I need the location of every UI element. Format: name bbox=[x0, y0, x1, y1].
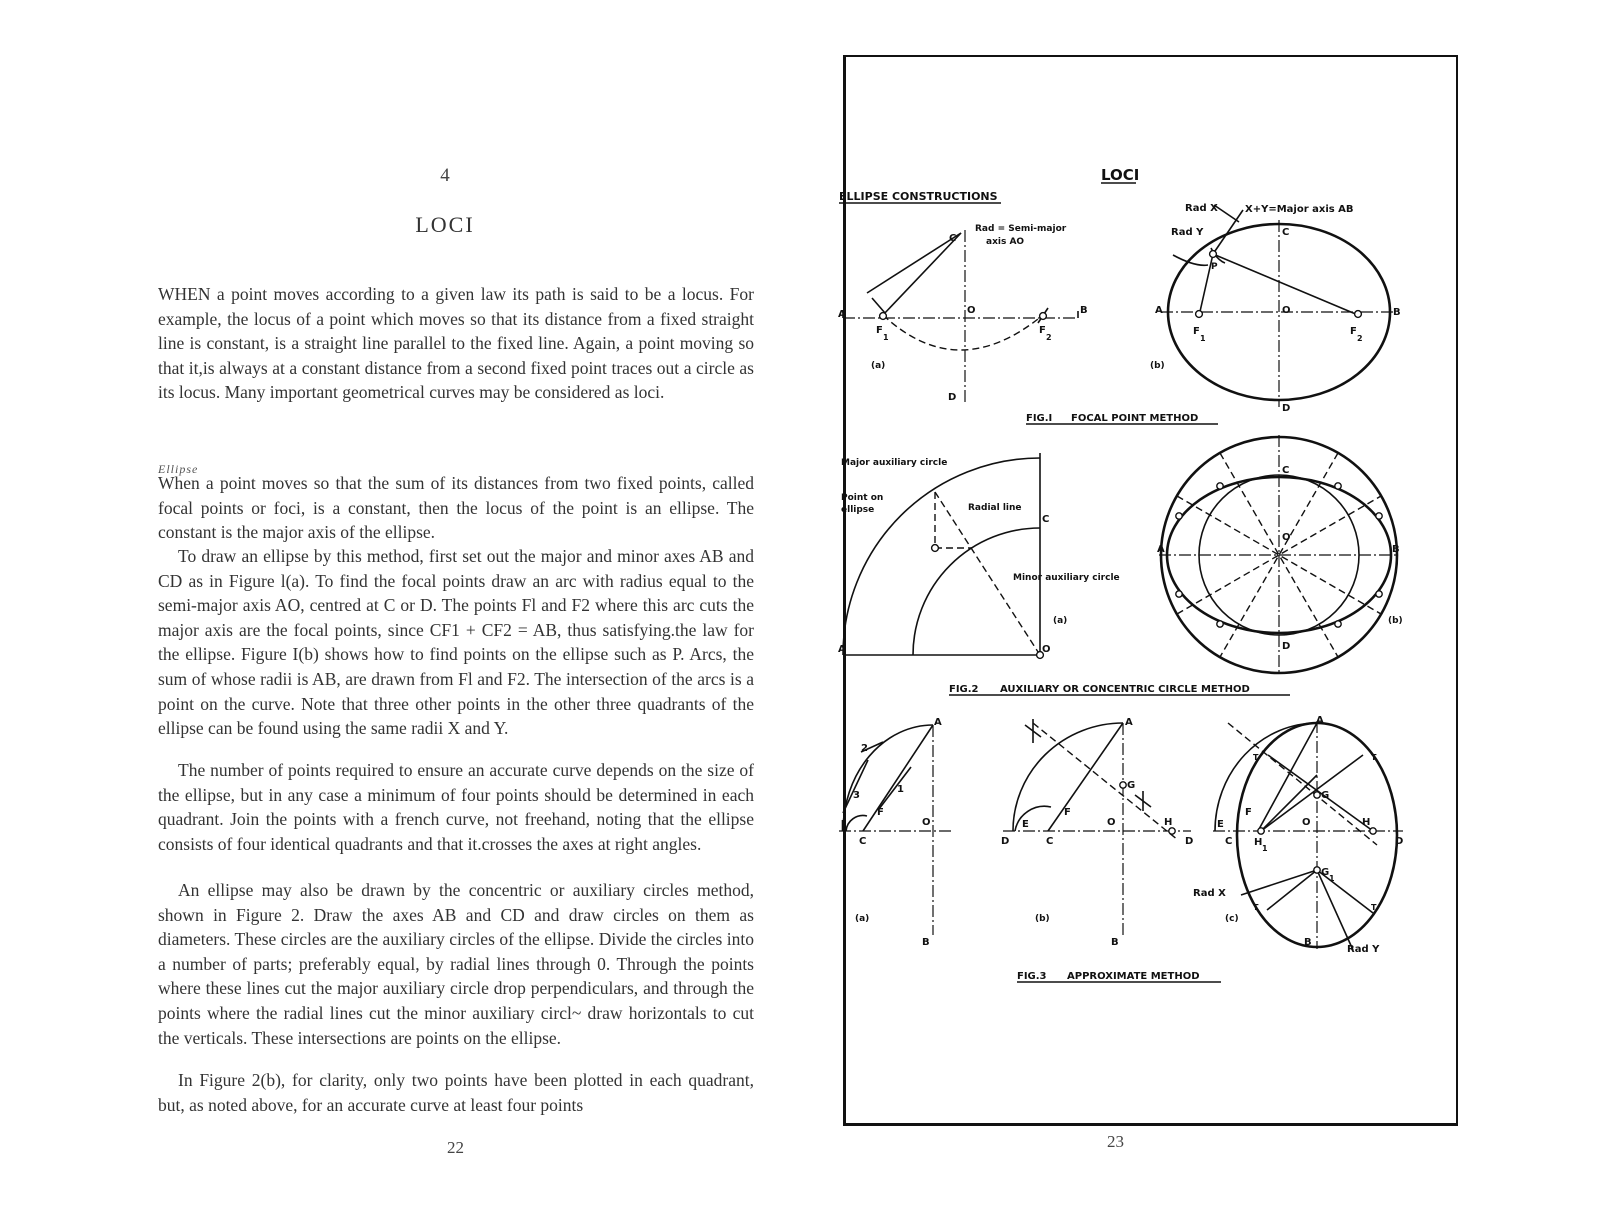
svg-text:H: H bbox=[1362, 817, 1371, 828]
svg-text:O: O bbox=[1302, 817, 1311, 828]
svg-text:B: B bbox=[1392, 544, 1400, 555]
fig3c-rad-x: Rad X bbox=[1193, 888, 1226, 899]
svg-text:Radial line: Radial line bbox=[968, 503, 1022, 513]
svg-text:3: 3 bbox=[853, 790, 860, 801]
section-heading: Ellipse bbox=[158, 462, 199, 476]
svg-text:G: G bbox=[1127, 780, 1136, 791]
svg-text:A: A bbox=[934, 717, 942, 728]
svg-text:G: G bbox=[1321, 867, 1330, 878]
svg-text:A: A bbox=[1316, 715, 1324, 726]
fig1b-label: (b) bbox=[1150, 361, 1165, 371]
svg-text:B: B bbox=[1304, 937, 1312, 948]
svg-text:1: 1 bbox=[1200, 334, 1206, 343]
svg-text:A: A bbox=[838, 644, 846, 655]
svg-text:H: H bbox=[1164, 817, 1173, 828]
svg-text:F: F bbox=[1193, 326, 1200, 337]
svg-text:O: O bbox=[967, 305, 976, 316]
fig2b-label: (b) bbox=[1388, 616, 1403, 626]
svg-text:1: 1 bbox=[1329, 874, 1335, 883]
svg-text:A: A bbox=[1155, 305, 1163, 316]
svg-text:2: 2 bbox=[861, 743, 868, 754]
fig3a-label: (a) bbox=[855, 914, 870, 924]
svg-text:2: 2 bbox=[1046, 333, 1052, 342]
svg-text:ellipse: ellipse bbox=[841, 505, 875, 515]
svg-text:F: F bbox=[1350, 326, 1357, 337]
fig1b-diagram bbox=[1161, 210, 1395, 407]
ellipse-paragraph-5: In Figure 2(b), for clarity, only two points have been plotted in each quadrant, but, as noted above, for an accurate curve at least four points bbox=[158, 1070, 754, 1115]
svg-text:C: C bbox=[1042, 514, 1050, 525]
svg-text:E: E bbox=[1022, 819, 1029, 830]
fig3b-label: (b) bbox=[1035, 914, 1050, 924]
ellipse-paragraph-1: When a point moves so that the sum of its distances from two fixed points, called focal points or foci, is a constant, then the locus of the point is an ellipse. The constant is the major axis of the ellipse. bbox=[158, 473, 754, 543]
svg-text:Rad Y: Rad Y bbox=[1171, 227, 1204, 238]
svg-text:T: T bbox=[1253, 903, 1259, 912]
fig1-caption-num: FIG.I bbox=[1026, 413, 1053, 424]
svg-text:G: G bbox=[1321, 790, 1330, 801]
svg-text:F: F bbox=[1064, 807, 1071, 818]
ellipse-paragraph-2: To draw an ellipse by this method, first set out the major and minor axes AB and CD as in Figure l(a). To find the focal points draw an arc with radius equal to the semi-major axis AO, centred at C or D. The points Fl and F2 where this arc cuts the major axis are the focal points, since CF1 + CF2 = AB, thus satisfying.the law for the ellipse. Figure I(b) shows how to find points on the ellipse such as P. Arcs, the sum of whose radii is AB, are drawn from Fl and F2. The intersection of the arcs is a point on the curve. Note that three other points in the other three quadrants of the ellipse can be found using the same radii X and Y. bbox=[158, 546, 754, 739]
chapter-number: 4 bbox=[440, 165, 450, 186]
svg-text:D: D bbox=[1282, 641, 1291, 652]
fig3c-rad-y: Rad Y bbox=[1347, 944, 1380, 955]
svg-text:1: 1 bbox=[1262, 844, 1268, 853]
fig2b-diagram bbox=[1159, 435, 1399, 675]
fig2-caption-num: FIG.2 bbox=[949, 684, 979, 695]
svg-text:B: B bbox=[922, 937, 930, 948]
fig3c-label: (c) bbox=[1225, 914, 1239, 924]
figure-title: LOCI bbox=[1101, 166, 1140, 184]
svg-text:A: A bbox=[838, 309, 846, 320]
svg-text:P: P bbox=[1211, 262, 1218, 272]
svg-text:D: D bbox=[1282, 403, 1291, 414]
ellipse-paragraph-4: An ellipse may also be drawn by the concentric or auxiliary circles method, shown in Figure 2. Draw the axes AB and CD and draw circles on them as diameters. These circles are the auxiliary circles of the ellipse. Divide the circles into a number of parts; preferably equal, by radial lines through 0. Through the points where these lines cut the major auxiliary circle drop perpendiculars, and through the points where the radial lines cut the minor auxiliary circl~ draw horizontals to cut the verticals. These intersections are points on the ellipse. bbox=[158, 880, 754, 1048]
svg-text:O: O bbox=[1282, 305, 1291, 316]
svg-text:Minor auxiliary circle: Minor auxiliary circle bbox=[1013, 573, 1120, 583]
svg-text:F: F bbox=[1039, 325, 1046, 336]
svg-text:B: B bbox=[1111, 937, 1119, 948]
svg-text:O: O bbox=[1282, 532, 1291, 543]
fig3b-diagram bbox=[1003, 719, 1194, 935]
fig1-caption: FOCAL POINT METHOD bbox=[1071, 413, 1199, 424]
ellipse-figures bbox=[838, 55, 1458, 1127]
svg-text:Rad X: Rad X bbox=[1185, 203, 1218, 214]
svg-text:F: F bbox=[877, 807, 884, 818]
svg-text:D: D bbox=[1395, 836, 1404, 847]
fig1a-rad-note: Rad = Semi-major bbox=[975, 224, 1067, 234]
svg-text:T: T bbox=[1371, 753, 1377, 762]
svg-text:D: D bbox=[1185, 836, 1194, 847]
svg-text:C: C bbox=[1282, 465, 1290, 476]
svg-text:E: E bbox=[1217, 819, 1224, 830]
svg-text:C: C bbox=[1046, 836, 1054, 847]
fig2a-diagram bbox=[843, 453, 1043, 658]
svg-text:D: D bbox=[1001, 836, 1010, 847]
svg-text:Point on: Point on bbox=[841, 493, 884, 503]
fig3-caption: APPROXIMATE METHOD bbox=[1067, 971, 1200, 982]
ellipse-paragraph-3: The number of points required to ensure an accurate curve depends on the size of the ellipse, but in any case a minimum of four points should be determined in each quadrant. Join the points with a french curve, not freehand, noting that the ellipse consists of four identical quadrants and that it.crosses the axes at right angles. bbox=[158, 760, 754, 854]
fig3a-diagram bbox=[839, 725, 953, 935]
figure-subtitle: ELLIPSE CONSTRUCTIONS bbox=[839, 190, 998, 203]
svg-text:D: D bbox=[948, 392, 957, 403]
svg-text:B: B bbox=[1393, 307, 1401, 318]
page-number-left: 22 bbox=[447, 1138, 464, 1157]
fig1a-diagram bbox=[843, 230, 1078, 405]
fig1a-rad-note-2: axis AO bbox=[986, 237, 1025, 247]
intro-paragraph: WHEN a point moves according to a given law its path is said to be a locus. For example, the locus of a point which moves so that its distance from a fixed straight line is constant, is a straight line parallel to the fixed line. Again, a point moving so that it,is always at a constant distance from a second fixed point traces out a circle as its locus. Many important geometrical curves may be considered as loci. bbox=[158, 284, 754, 403]
svg-text:A: A bbox=[1125, 717, 1133, 728]
svg-text:C: C bbox=[1282, 227, 1290, 238]
svg-text:H: H bbox=[1254, 837, 1263, 848]
fig2a-label: (a) bbox=[1053, 616, 1068, 626]
svg-text:C: C bbox=[859, 836, 867, 847]
svg-text:O: O bbox=[1042, 644, 1051, 655]
svg-text:T: T bbox=[1371, 903, 1377, 912]
svg-text:O: O bbox=[1107, 817, 1116, 828]
fig3-caption-num: FIG.3 bbox=[1017, 971, 1047, 982]
chapter-title: LOCI bbox=[415, 212, 475, 237]
svg-text:C: C bbox=[949, 233, 957, 244]
svg-text:T: T bbox=[1253, 753, 1259, 762]
svg-text:A: A bbox=[1157, 544, 1165, 555]
page-number-right: 23 bbox=[1107, 1132, 1124, 1151]
svg-text:1: 1 bbox=[897, 784, 904, 795]
svg-text:F: F bbox=[876, 325, 883, 336]
fig1a-label: (a) bbox=[871, 361, 886, 371]
svg-text:2: 2 bbox=[1357, 334, 1363, 343]
fig2-caption: AUXILIARY OR CONCENTRIC CIRCLE METHOD bbox=[1000, 684, 1250, 695]
svg-text:O: O bbox=[922, 817, 931, 828]
svg-text:C: C bbox=[1225, 836, 1233, 847]
svg-text:F: F bbox=[1245, 807, 1252, 818]
svg-text:1: 1 bbox=[883, 333, 889, 342]
svg-text:B: B bbox=[1080, 305, 1088, 316]
svg-text:Major auxiliary circle: Major auxiliary circle bbox=[841, 458, 948, 468]
fig1b-sum-note: X+Y=Major axis AB bbox=[1245, 204, 1354, 215]
